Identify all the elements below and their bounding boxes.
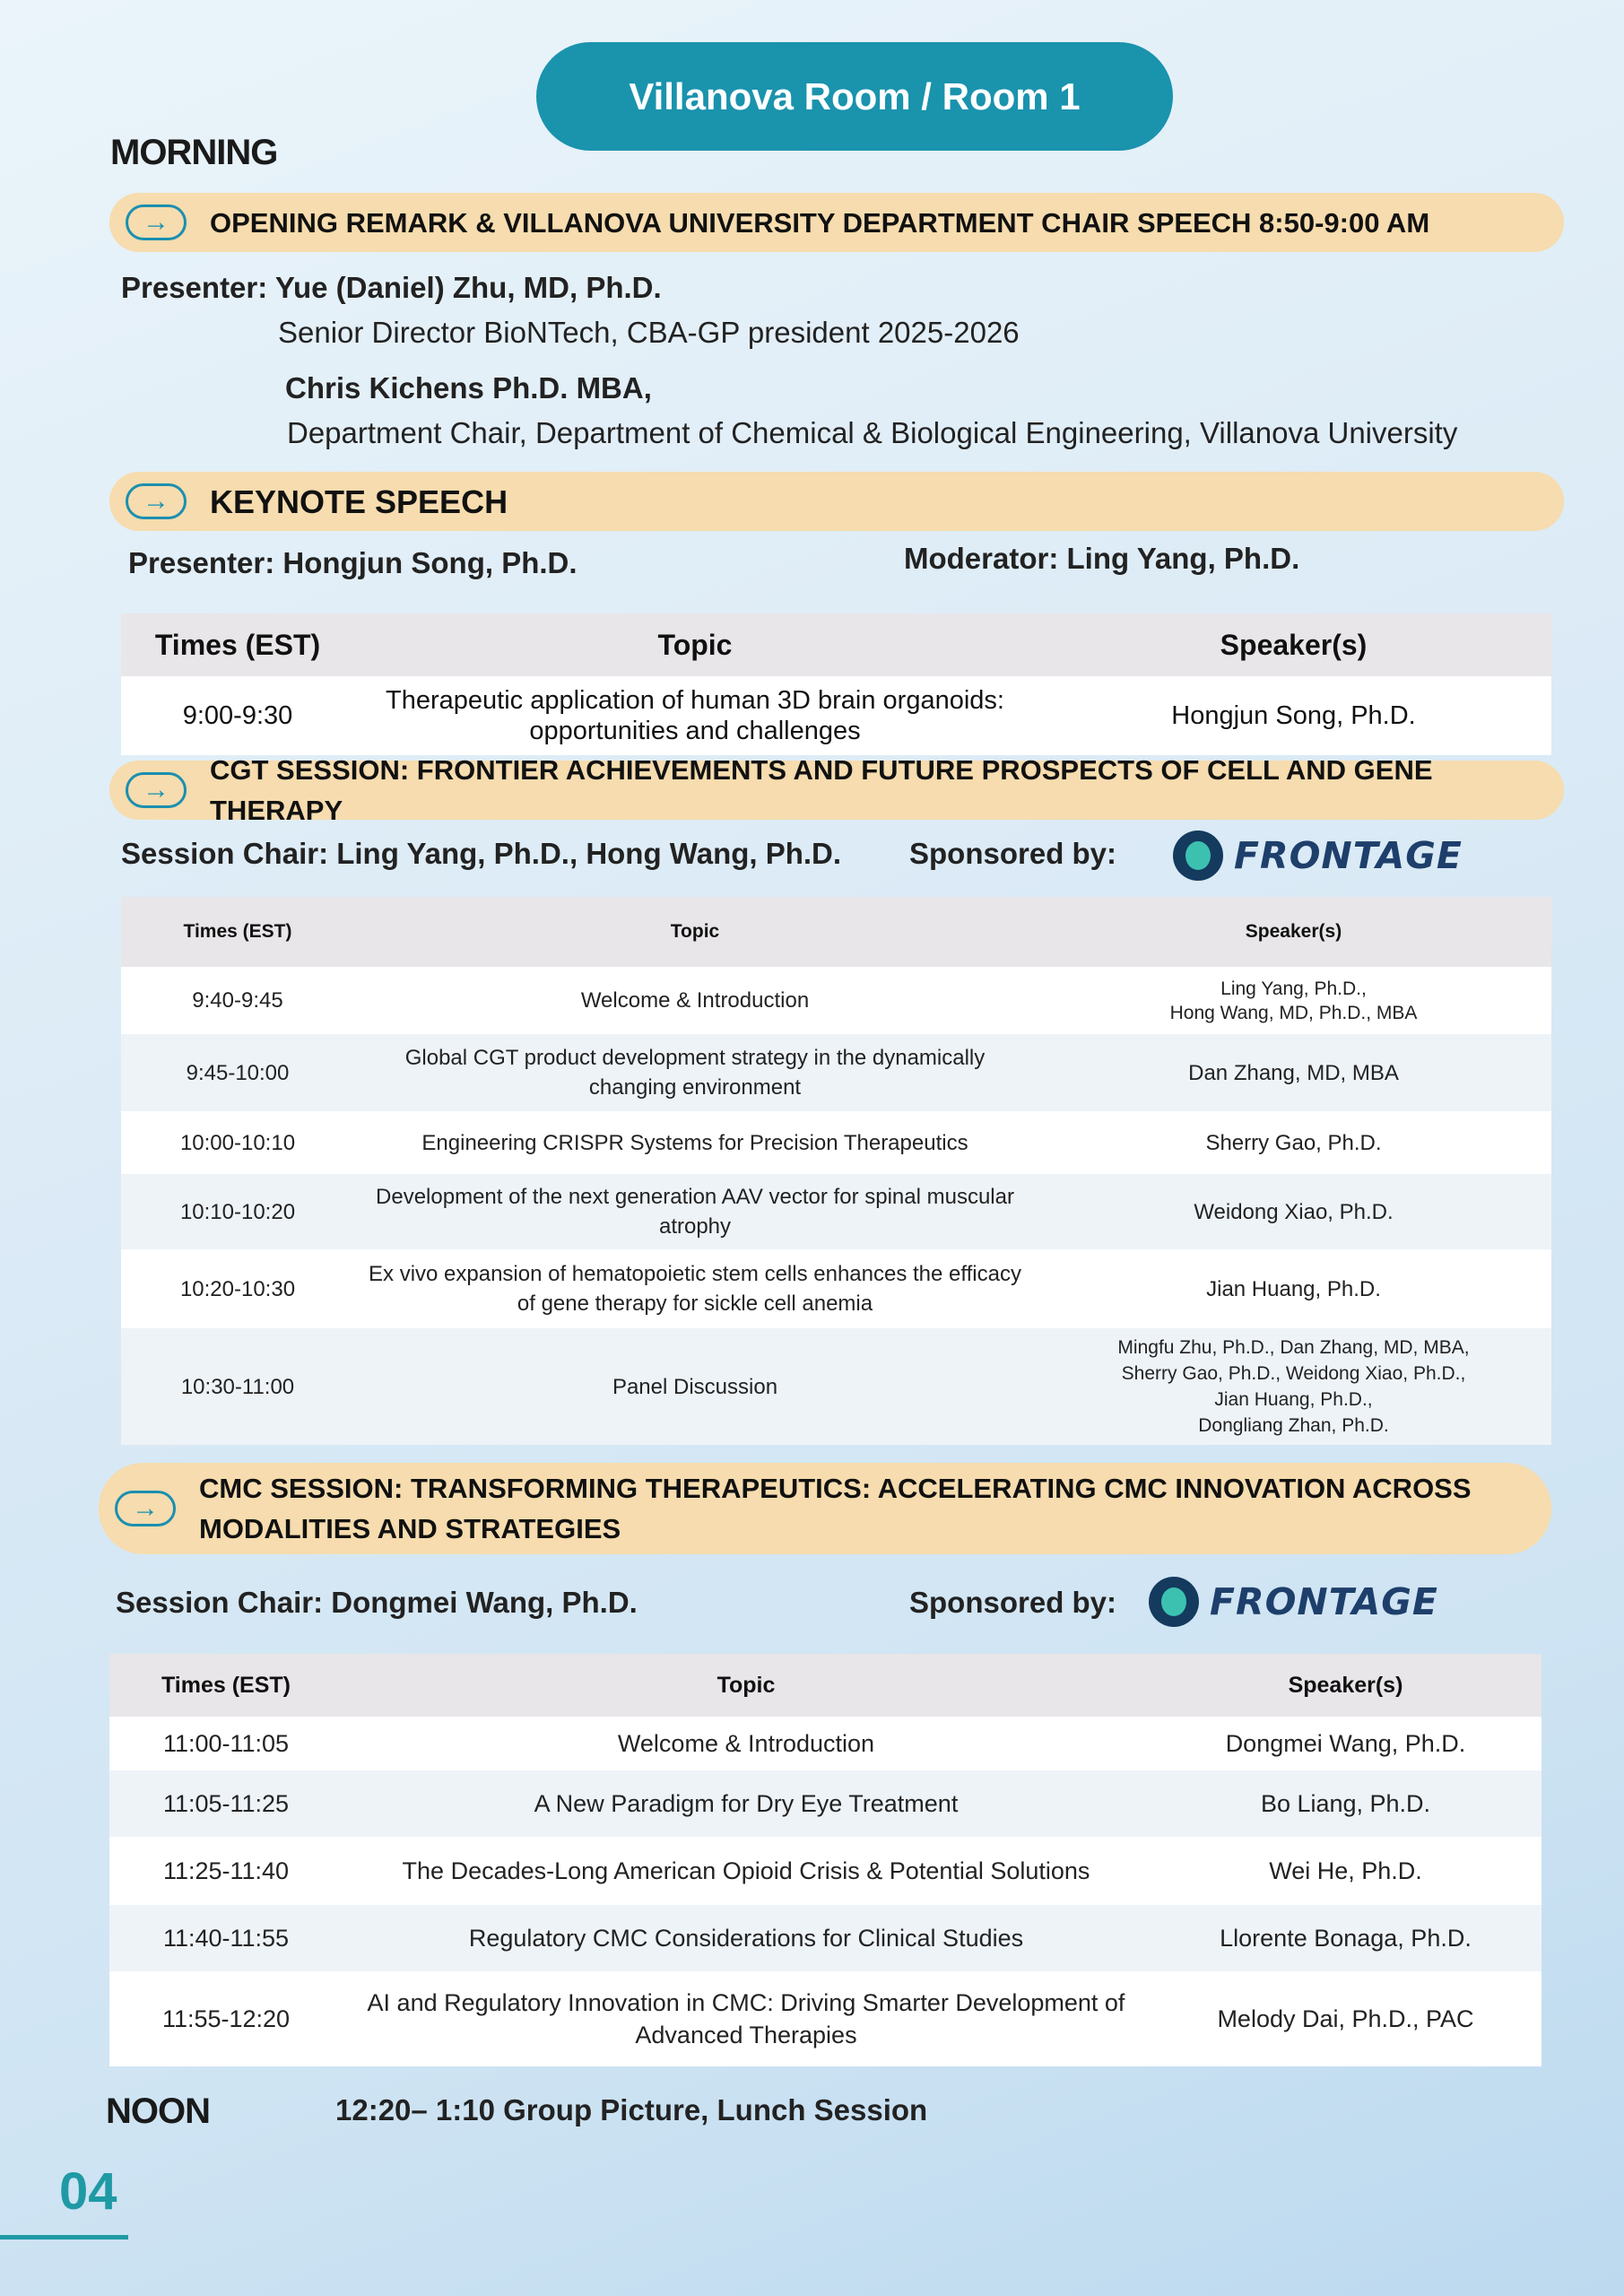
row-speaker: Dan Zhang, MD, MBA bbox=[1036, 1034, 1551, 1111]
frontage-logo-icon bbox=[1173, 831, 1223, 881]
opening-second-role: Department Chair, Department of Chemical & Biological Engineering, Villanova University bbox=[287, 416, 1458, 449]
row-topic: Panel Discussion bbox=[354, 1328, 1036, 1445]
row-topic: The Decades-Long American Opioid Crisis & Potential Solutions bbox=[343, 1837, 1150, 1905]
keynote-banner-text: KEYNOTE SPEECH bbox=[210, 483, 508, 520]
page-number-underline bbox=[0, 2235, 128, 2239]
row-time: 9:45-10:00 bbox=[121, 1034, 354, 1111]
row-topic: A New Paradigm for Dry Eye Treatment bbox=[343, 1770, 1150, 1837]
table-row bbox=[121, 1174, 1551, 1249]
row-time: 11:55-12:20 bbox=[109, 1971, 343, 2066]
table-row bbox=[109, 1905, 1541, 1971]
row-time: 10:30-11:00 bbox=[121, 1328, 354, 1445]
row-time: 11:00-11:05 bbox=[109, 1717, 343, 1770]
cgt-table bbox=[121, 897, 1551, 1445]
table-row bbox=[121, 967, 1551, 1034]
keynote-table bbox=[121, 613, 1551, 755]
row-speaker: Wei He, Ph.D. bbox=[1150, 1837, 1541, 1905]
header-topic: Topic bbox=[354, 613, 1036, 676]
row-topic: Ex vivo expansion of hematopoietic stem cells enhances the efficacy of gene therapy for sickle cell anemia bbox=[354, 1249, 1036, 1328]
frontage-logo-text: FRONTAGE bbox=[1234, 834, 1463, 877]
cmc-chair: Session Chair: Dongmei Wang, Ph.D. bbox=[116, 1586, 638, 1619]
table-row bbox=[121, 1328, 1551, 1445]
noon-text: 12:20– 1:10 Group Picture, Lunch Session bbox=[335, 2093, 928, 2126]
row-speaker: Bo Liang, Ph.D. bbox=[1150, 1770, 1541, 1837]
cmc-table bbox=[109, 1654, 1541, 2066]
row-topic: AI and Regulatory Innovation in CMC: Driving Smarter Development of Advanced Therapies bbox=[343, 1971, 1150, 2066]
table-row bbox=[121, 1034, 1551, 1111]
header-speakers: Speaker(s) bbox=[1036, 613, 1551, 676]
row-time: 10:00-10:10 bbox=[121, 1111, 354, 1174]
cgt-sponsored-label: Sponsored by: bbox=[909, 837, 1117, 870]
page-number: 04 bbox=[59, 2162, 117, 2221]
cgt-banner bbox=[109, 754, 1564, 826]
row-speaker: Weidong Xiao, Ph.D. bbox=[1036, 1174, 1551, 1249]
table-row bbox=[109, 1717, 1541, 1770]
table-row bbox=[109, 1770, 1541, 1837]
row-topic: Global CGT product development strategy in the dynamically changing environment bbox=[354, 1034, 1036, 1111]
opening-banner-text: OPENING REMARK & VILLANOVA UNIVERSITY DEPARTMENT CHAIR SPEECH 8:50-9:00 AM bbox=[210, 206, 1430, 239]
row-topic: Engineering CRISPR Systems for Precision Therapeutics bbox=[354, 1111, 1036, 1174]
frontage-logo-text: FRONTAGE bbox=[1210, 1580, 1438, 1623]
header-speakers: Speaker(s) bbox=[1036, 897, 1551, 967]
cmc-banner bbox=[99, 1463, 1551, 1554]
row-time: 11:40-11:55 bbox=[109, 1905, 343, 1971]
row-topic: Welcome & Introduction bbox=[354, 967, 1036, 1034]
row-speaker: Mingfu Zhu, Ph.D., Dan Zhang, MD, MBA, Sherry Gao, Ph.D., Weidong Xiao, Ph.D., Jian Huang, Ph.D., Dongliang Zhan, Ph.D. bbox=[1036, 1328, 1551, 1445]
row-time: 11:25-11:40 bbox=[109, 1837, 343, 1905]
row-time: 10:10-10:20 bbox=[121, 1174, 354, 1249]
row-speaker: Hongjun Song, Ph.D. bbox=[1036, 676, 1551, 755]
row-time: 10:20-10:30 bbox=[121, 1249, 354, 1328]
row-speaker: Sherry Gao, Ph.D. bbox=[1036, 1111, 1551, 1174]
frontage-logo bbox=[1173, 831, 1463, 881]
opening-presenter-role: Senior Director BioNTech, CBA-GP president 2025-2026 bbox=[278, 316, 1020, 349]
room-title-pill: Villanova Room / Room 1 bbox=[536, 42, 1173, 151]
keynote-banner bbox=[109, 472, 1564, 531]
table-row bbox=[121, 676, 1551, 755]
header-times: Times (EST) bbox=[109, 1654, 343, 1717]
row-topic: Welcome & Introduction bbox=[343, 1717, 1150, 1770]
arrow-right-icon: → bbox=[126, 204, 187, 240]
row-time: 9:40-9:45 bbox=[121, 967, 354, 1034]
header-topic: Topic bbox=[343, 1654, 1150, 1717]
keynote-moderator: Moderator: Ling Yang, Ph.D. bbox=[904, 542, 1300, 575]
row-speaker: Llorente Bonaga, Ph.D. bbox=[1150, 1905, 1541, 1971]
row-topic: Therapeutic application of human 3D brain organoids: opportunities and challenges bbox=[354, 676, 1036, 755]
noon-label: NOON bbox=[106, 2092, 210, 2131]
frontage-logo-icon bbox=[1149, 1577, 1199, 1627]
header-times: Times (EST) bbox=[121, 897, 354, 967]
cgt-banner-text: CGT SESSION: FRONTIER ACHIEVEMENTS AND FUTURE PROSPECTS OF CELL AND GENE THERAPY bbox=[210, 754, 1433, 826]
opening-second-name: Chris Kichens Ph.D. MBA, bbox=[285, 371, 652, 404]
row-speaker: Dongmei Wang, Ph.D. bbox=[1150, 1717, 1541, 1770]
frontage-logo bbox=[1149, 1577, 1438, 1627]
arrow-right-icon: → bbox=[126, 772, 187, 808]
header-speakers: Speaker(s) bbox=[1150, 1654, 1541, 1717]
row-time: 9:00-9:30 bbox=[121, 676, 354, 755]
row-topic: Development of the next generation AAV vector for spinal muscular atrophy bbox=[354, 1174, 1036, 1249]
opening-presenter: Presenter: Yue (Daniel) Zhu, MD, Ph.D. bbox=[121, 271, 662, 304]
table-row bbox=[121, 1111, 1551, 1174]
header-times: Times (EST) bbox=[121, 613, 354, 676]
cmc-sponsored-label: Sponsored by: bbox=[909, 1586, 1117, 1619]
row-time: 11:05-11:25 bbox=[109, 1770, 343, 1837]
cmc-banner-text: CMC SESSION: TRANSFORMING THERAPEUTICS: ACCELERATING CMC INNOVATION ACROSS MODALITIES AND STRATEGIES bbox=[199, 1473, 1472, 1544]
opening-banner bbox=[109, 193, 1564, 252]
row-speaker: Jian Huang, Ph.D. bbox=[1036, 1249, 1551, 1328]
row-speaker: Melody Dai, Ph.D., PAC bbox=[1150, 1971, 1541, 2066]
morning-label: MORNING bbox=[110, 133, 278, 172]
row-speaker: Ling Yang, Ph.D., Hong Wang, MD, Ph.D., MBA bbox=[1036, 967, 1551, 1034]
table-row bbox=[121, 1249, 1551, 1328]
table-row bbox=[109, 1837, 1541, 1905]
arrow-right-icon: → bbox=[115, 1491, 176, 1526]
header-topic: Topic bbox=[354, 897, 1036, 967]
cgt-chair: Session Chair: Ling Yang, Ph.D., Hong Wang, Ph.D. bbox=[121, 837, 842, 870]
row-topic: Regulatory CMC Considerations for Clinical Studies bbox=[343, 1905, 1150, 1971]
arrow-right-icon: → bbox=[126, 483, 187, 519]
keynote-presenter: Presenter: Hongjun Song, Ph.D. bbox=[128, 546, 578, 579]
table-row bbox=[109, 1971, 1541, 2066]
